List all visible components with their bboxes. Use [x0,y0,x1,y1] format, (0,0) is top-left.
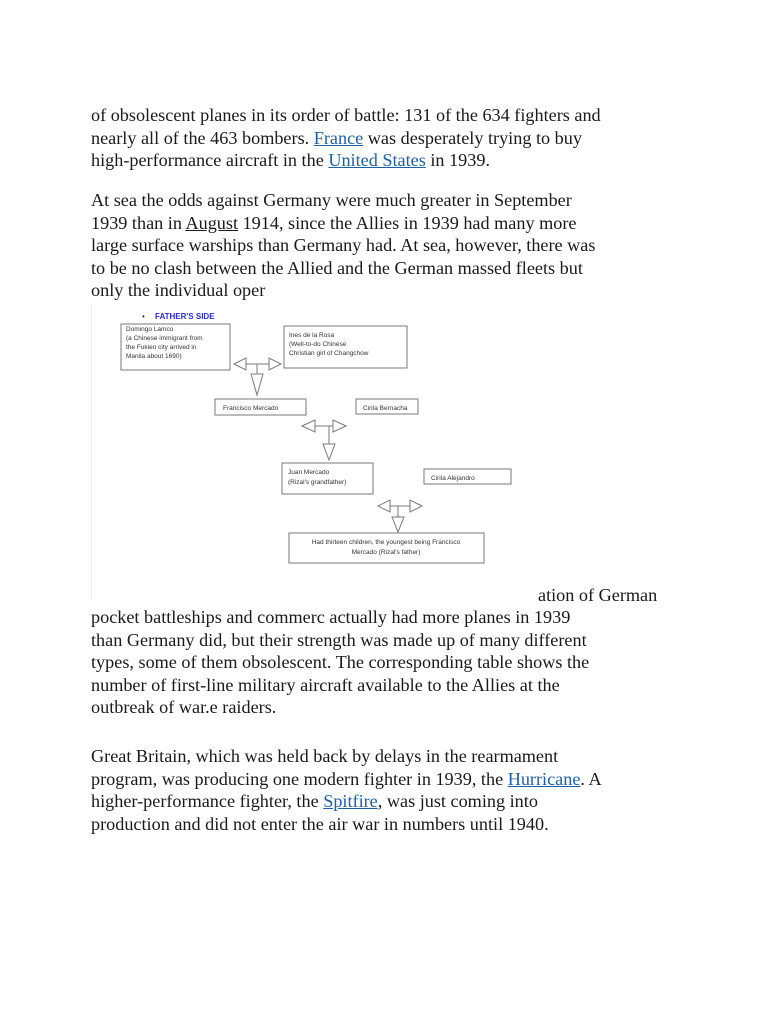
text-line: of obsolescent planes in its order of battle: 131 of the 634 fighters and [91,105,601,125]
node-text: Manila about 1690) [126,353,182,360]
paragraph-at-sea [91,189,691,302]
link-spitfire[interactable]: Spitfire [323,791,378,811]
family-tree-diagram [91,304,521,600]
paragraph-great-britain [91,745,691,835]
text-line [91,149,691,172]
connector-marriage-1 [234,358,281,395]
text-fragment: ation of German [538,585,658,605]
node-text: Mercado (Rizal's father) [351,549,421,556]
node-children [289,533,484,563]
text-line [91,127,691,150]
text-line: outbreak of war.e raiders. [91,697,277,717]
text-line: pocket battleships and commerc actually had more planes in 1939 [91,607,571,627]
family-tree-figure [91,304,521,600]
text-segment: higher-performance fighter, the [91,791,319,811]
link-france[interactable]: France [313,127,364,148]
node-francisco-name: Francisco Mercado [223,405,279,412]
text-line [91,212,691,235]
text-segment: program, was producing one modern fighter in 1939, the [91,768,504,789]
node-text: (Well-to-do Chinese [289,341,347,348]
connector-marriage-2 [302,420,346,460]
text-line: Great Britain, which was held back by delays in the rearmament [91,746,559,766]
node-text: the Fukien city arrived in [126,344,197,351]
node-juan-name: Juan Mercado [288,469,330,476]
paragraph-aircraft-france [91,104,691,172]
text-line: to be no clash between the Allied and the German massed fleets but [91,257,583,278]
text-segment: was desperately trying to buy [367,127,582,148]
text-segment: 1914, since the Allies in 1939 had many more [242,212,577,233]
text-line: production and did not enter the air war in numbers until 1940. [91,813,549,834]
node-domingo-lamco-name: Domingo Lamco [126,326,174,333]
node-text: Had thirteen children, the youngest being Francisco [311,539,461,546]
node-cirila-alejandro-name: Cirila Alejandro [431,475,475,482]
text-line: large surface warships than Germany had. At sea, however, there was [91,235,596,255]
text-line: number of first-line military aircraft available to the Allies at the [91,674,560,695]
text-segment: , was just coming into [377,791,538,811]
text-segment: nearly all of the 463 bombers. [91,127,310,148]
text-line [91,768,691,791]
paragraph-allies-planes [91,606,691,719]
link-united-states[interactable]: United States [328,150,426,170]
connector-marriage-3 [378,500,422,532]
node-cirila-bernacha-name: Cirila Bernacha [363,405,408,412]
text-line: than Germany did, but their strength was made up of many different [91,629,587,650]
node-text: (Rizal's grandfather) [288,479,347,486]
text-segment: in 1939. [430,150,490,170]
text-line: types, some of them obsolescent. The corresponding table shows the [91,652,590,672]
underlined-august: August [185,212,239,233]
node-ines-name: Ines de la Rosa [289,332,335,339]
node-text: Christian girl of Changchow [289,350,369,357]
text-line: only the individual oper [91,280,266,300]
text-line: At sea the odds against Germany were much greater in September [91,190,572,210]
link-hurricane[interactable]: Hurricane [507,768,581,789]
node-text: (a Chinese immigrant from [126,335,203,342]
heading-fathers-side: FATHER'S SIDE [155,312,215,321]
text-segment: 1939 than in [91,212,182,233]
text-segment: . A [580,768,602,789]
text-segment: high-performance aircraft in the [91,150,324,170]
heading-bullet: • [142,312,145,321]
text-line [91,790,691,813]
